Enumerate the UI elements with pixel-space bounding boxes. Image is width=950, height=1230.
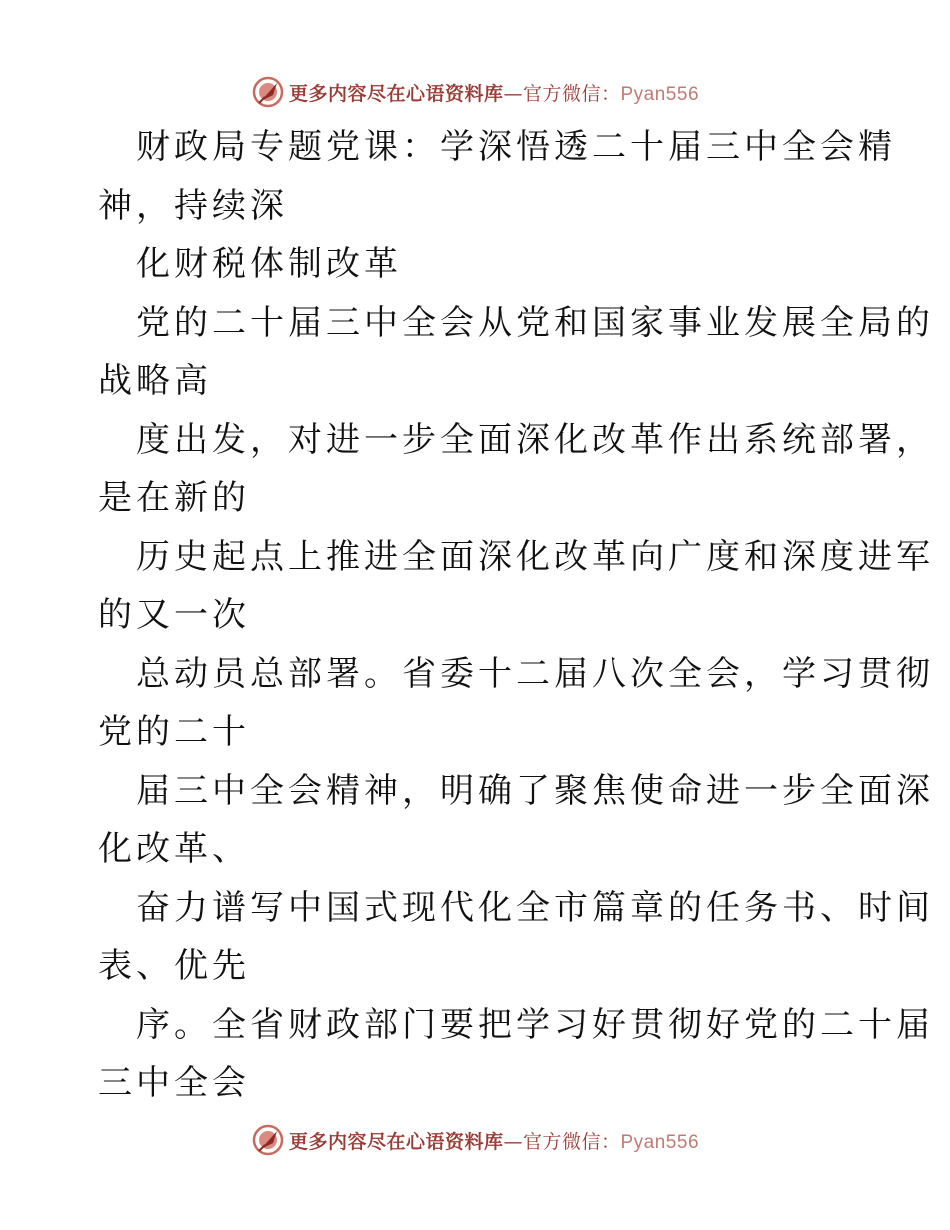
text-line: 届三中全会精神，明确了聚焦使命进一步全面深	[136, 770, 934, 811]
text-line: 党的二十届三中全会从党和国家事业发展全局的	[136, 302, 934, 343]
text-line: 神，持续深	[98, 185, 288, 226]
quill-logo-icon	[251, 1123, 285, 1157]
text-line: 三中全会	[98, 1063, 250, 1103]
watermark-wechat-id: Pyan556	[620, 83, 700, 105]
text-line: 财政局专题党课：学深悟透二十届三中全会精	[136, 127, 896, 167]
text-line: 表、优先	[98, 946, 250, 986]
text-line: 是在新的	[98, 478, 250, 518]
document-body	[98, 118, 934, 1113]
text-line: 战略高	[98, 361, 212, 401]
text-line: 总动员总部署。省委十二届八次全会，学习贯彻	[136, 653, 934, 694]
watermark-label: 官方微信：	[522, 82, 621, 105]
text-line: 化改革、	[98, 829, 250, 869]
text-line: 的又一次	[98, 595, 250, 635]
text-line: 度出发，对进一步全面深化改革作出系统部署，	[136, 419, 934, 460]
watermark-dash: —	[503, 82, 523, 105]
watermark-label: 官方微信：	[522, 1130, 621, 1153]
text-line: 历史起点上推进全面深化改革向广度和深度进军	[136, 536, 934, 577]
watermark-brand: 更多内容尽在心语资料库	[288, 1130, 504, 1153]
watermark-text	[289, 1127, 699, 1154]
text-line: 党的二十	[98, 712, 250, 752]
watermark-wechat-id: Pyan556	[620, 1131, 700, 1153]
quill-logo-icon	[251, 75, 285, 109]
watermark-text	[289, 79, 699, 106]
text-line: 化财税体制改革	[136, 244, 402, 284]
watermark-dash: —	[503, 1130, 523, 1153]
text-line: 序。全省财政部门要把学习好贯彻好党的二十届	[136, 1004, 934, 1045]
header-watermark	[0, 72, 950, 112]
text-line: 奋力谱写中国式现代化全市篇章的任务书、时间	[136, 887, 934, 928]
watermark-brand: 更多内容尽在心语资料库	[288, 82, 504, 105]
footer-watermark	[0, 1120, 950, 1160]
